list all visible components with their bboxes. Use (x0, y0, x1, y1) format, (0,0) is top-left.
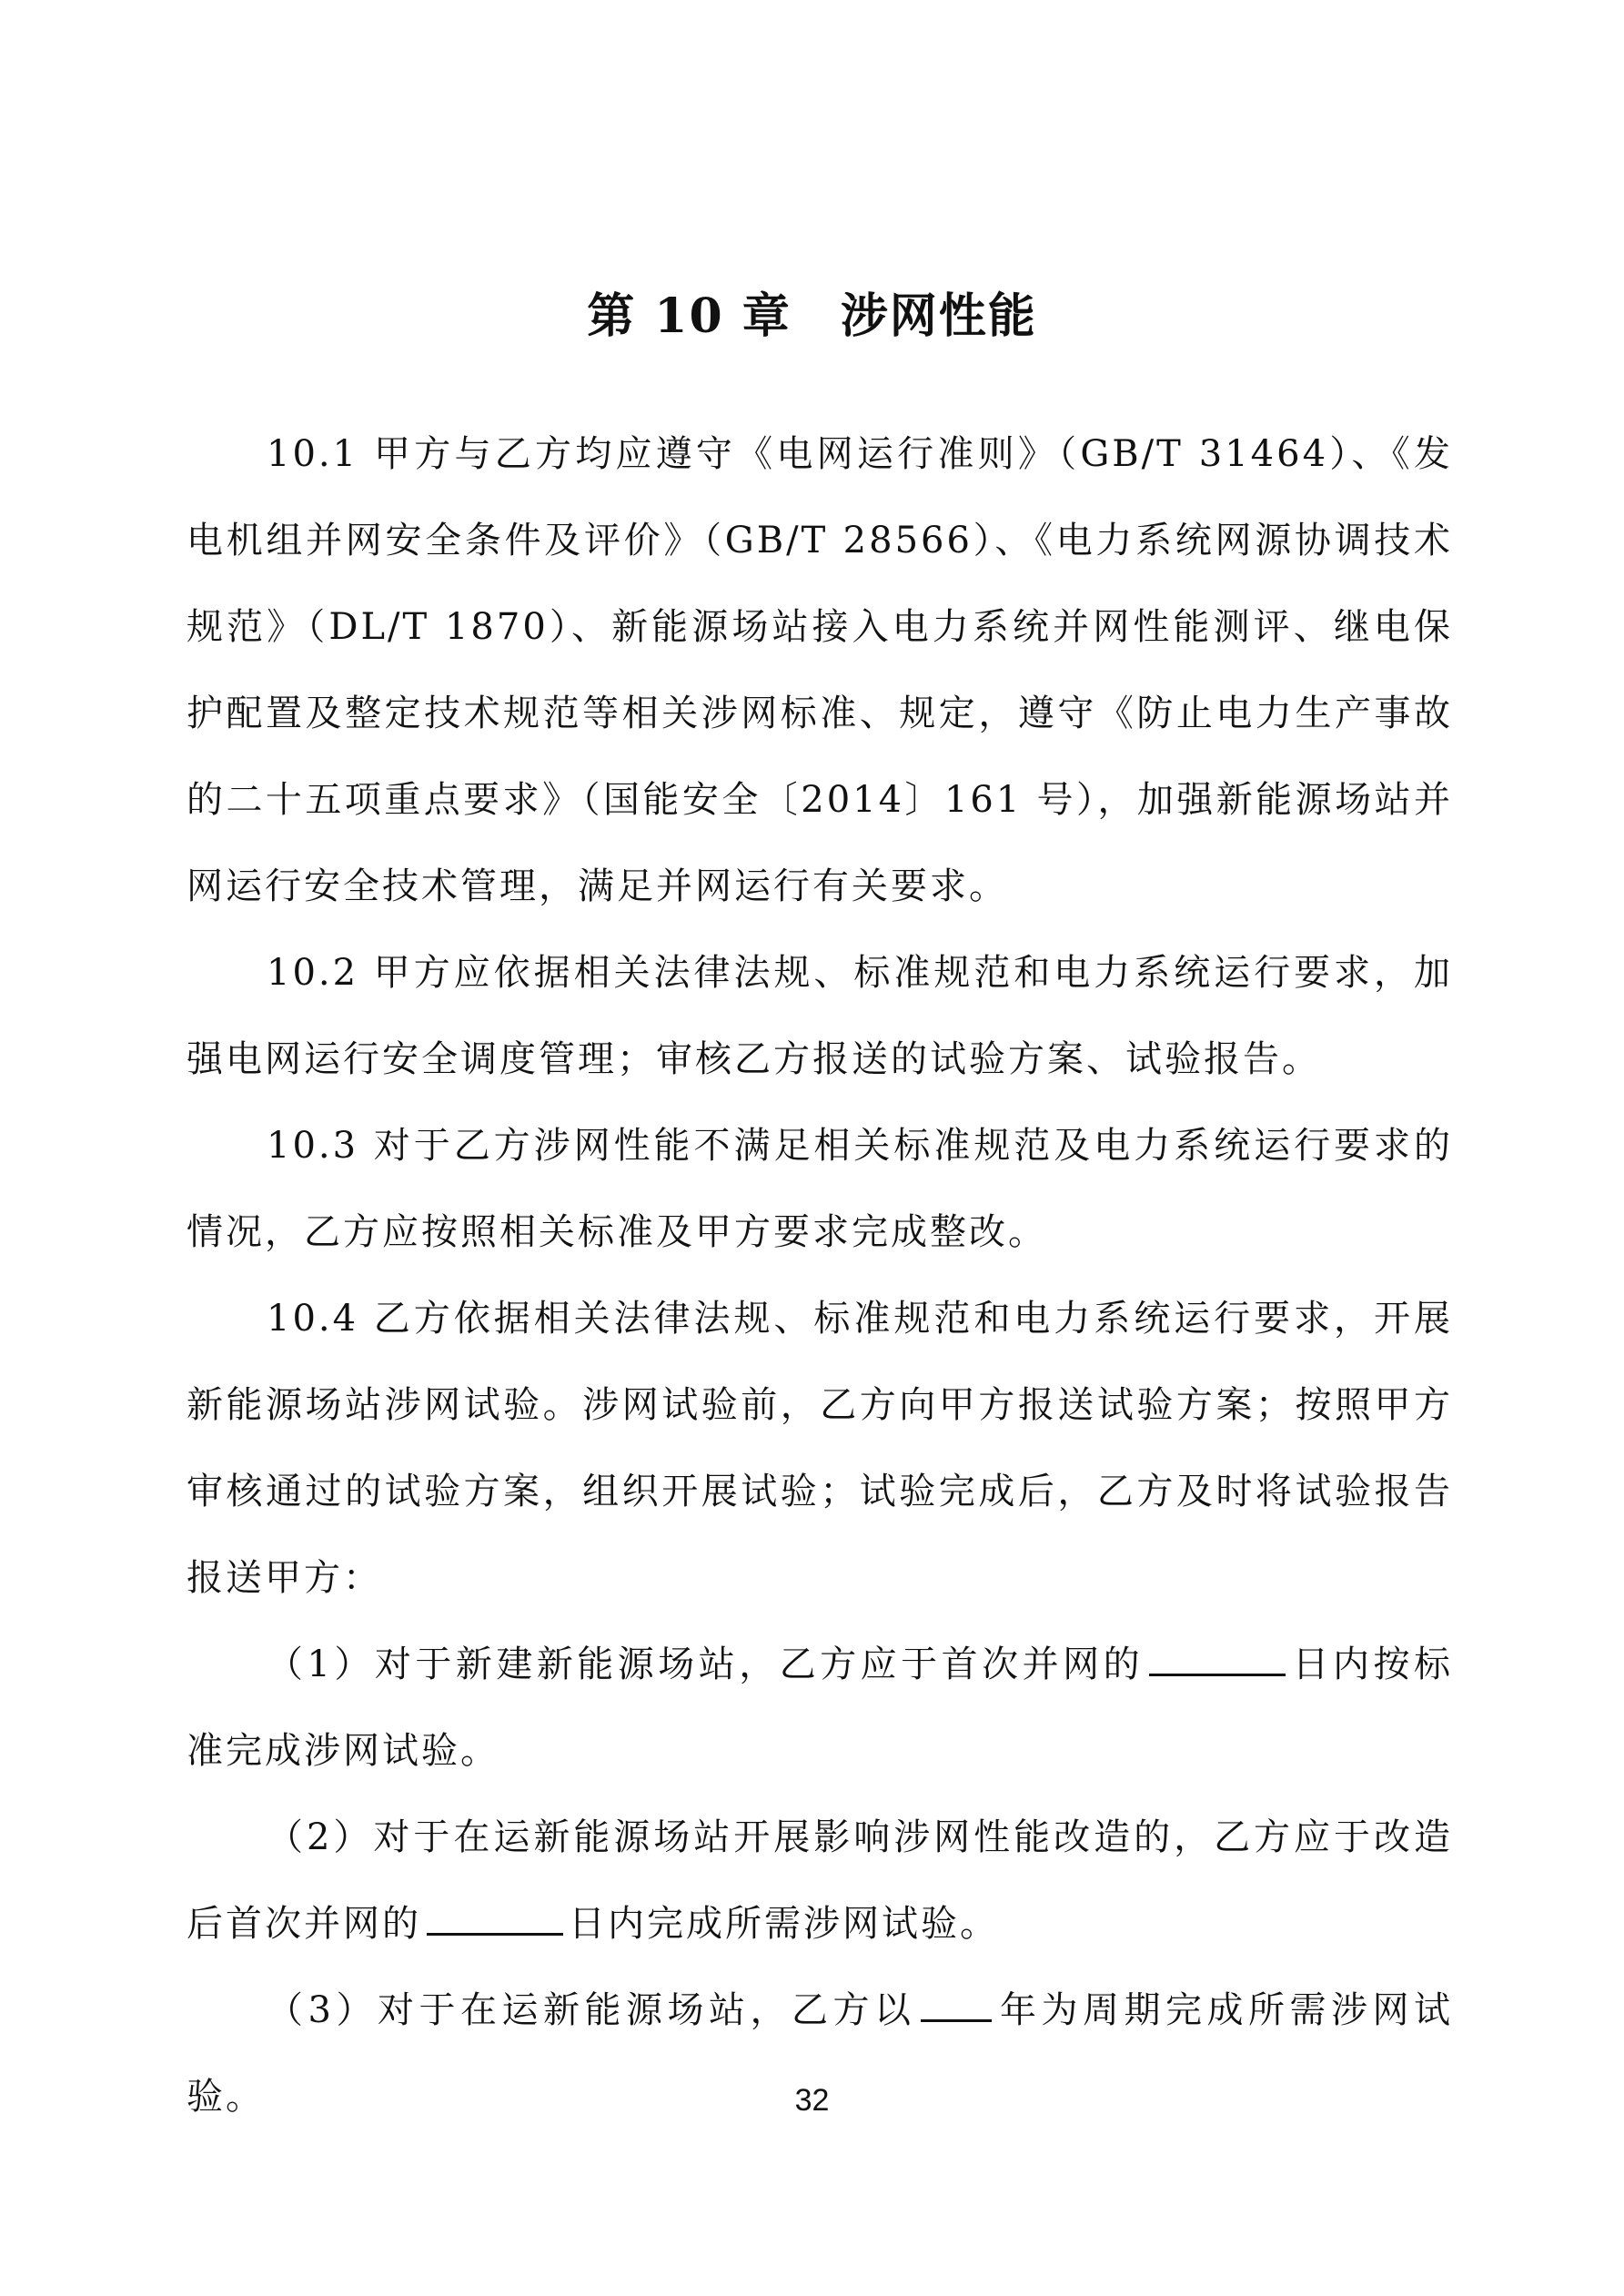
page-number: 32 (794, 2083, 830, 2118)
days-blank-field-2[interactable] (427, 1898, 563, 1936)
list-item-3-text-before: （3）对于在运新能源场站，乙方以 (267, 1989, 916, 2031)
list-item-1 (187, 1622, 1453, 1795)
paragraph-10-3: 10.3 对于乙方涉网性能不满足相关标准规范及电力系统运行要求的情况，乙方应按照相关标准及甲方要求完成整改。 (187, 1125, 1453, 1253)
list-item-1-text-before: （1）对于新建新能源场站，乙方应于首次并网的 (267, 1644, 1145, 1685)
list-item-3-text-after: 年为周期完成所需涉网试验。 (187, 1989, 1454, 2118)
paragraph-10-2: 10.2 甲方应依据相关法律法规、标准规范和电力系统运行要求，加强电网运行安全调度管理；审核乙方报送的试验方案、试验报告。 (187, 952, 1453, 1080)
paragraph-10-4: 10.4 乙方依据相关法律法规、标准规范和电力系统运行要求，开展新能源场站涉网试验。涉网试验前，乙方向甲方报送试验方案；按照甲方审核通过的试验方案，组织开展试验；试验完成后，乙方及时将试验报告报送甲方： (187, 1298, 1453, 1599)
list-item-2-text-after: 日内完成所需涉网试验。 (569, 1903, 999, 1945)
years-blank-field[interactable] (921, 1985, 992, 2022)
body-text (187, 411, 1453, 2140)
chapter-title: 第 10 章 涉网性能 (587, 288, 1037, 344)
list-item-2-text-before: （2）对于在运新能源场站开展影响涉网性能改造的，乙方应于改造后首次并网的 (187, 1816, 1453, 1945)
days-blank-field-1[interactable] (1149, 1639, 1286, 1676)
paragraph-10-1: 10.1 甲方与乙方均应遵守《电网运行准则》（GB/T 31464）、《发电机组并网安全条件及评价》（GB/T 28566）、《电力系统网源协调技术规范》（DL/T 1870）、新能源场站接入电力系统并网性能测评、继电保护配置及整定技术规范等相关涉网标准、规定，遵守《防止电力生产事故的二十五项重点要求》（国能安全〔2014〕161 号），加强新能源场站并网运行安全技术管理，满足并网运行有关要求。 (187, 433, 1453, 907)
list-item-1-text-after: 日内按标准完成涉网试验。 (187, 1644, 1454, 1772)
list-item-2 (187, 1795, 1453, 1967)
